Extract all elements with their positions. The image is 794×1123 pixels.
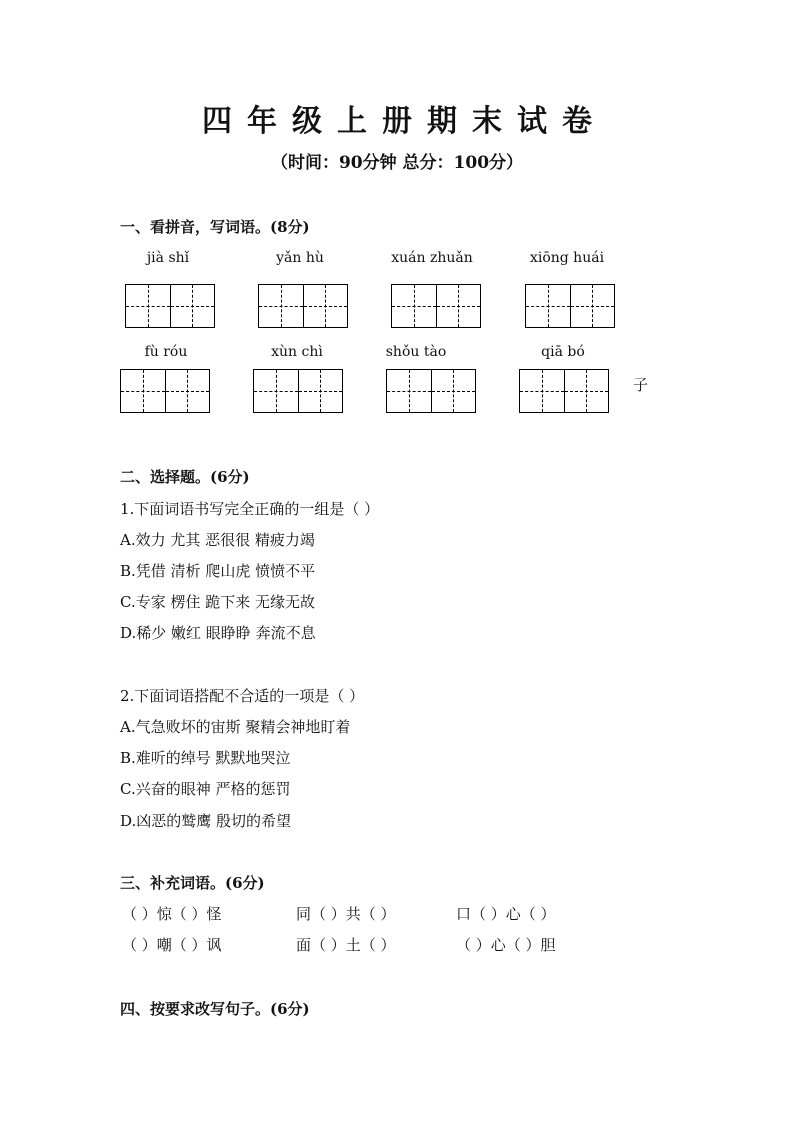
question-2-stem: 2.下面词语搭配不合适的一项是（ ） [120,687,365,705]
pinyin-7: shǒu tào [385,344,447,360]
question-2-option-a: A.气急败坏的宙斯 聚精会神地盯着 [120,718,351,736]
writing-grid-6[interactable] [253,369,343,413]
writing-grid-1[interactable] [125,284,215,328]
pinyin-6: xùn chì [271,344,323,360]
writing-grid-3[interactable] [391,284,481,328]
section3-heading: 三、补充词语。(6分) [120,874,265,892]
section1-heading: 一、看拼音，写词语。(8分) [120,218,310,236]
question-1-stem: 1.下面词语书写完全正确的一组是（ ） [120,500,380,518]
section4-heading: 四、按要求改写句子。(6分) [120,1000,310,1018]
section2-heading: 二、选择题。(6分) [120,468,250,486]
fill-blank-1: （ ）惊（ ）怪 [122,905,222,923]
fill-blank-5: 面（ ）土（ ） [296,936,396,954]
fill-blank-6: （ ）心（ ）胆 [456,936,556,954]
pinyin-4: xiōng huái [529,250,605,266]
fill-blank-2: 同（ ）共（ ） [296,905,396,923]
question-2-option-c: C.兴奋的眼神 严格的惩罚 [120,780,291,798]
grid-8-suffix: 子 [633,376,649,394]
writing-grid-4[interactable] [525,284,615,328]
page-title: 四年级上册期末试卷 [202,104,607,139]
fill-blank-4: （ ）嘲（ ）讽 [122,936,222,954]
question-2-option-b: B.难听的绰号 默默地哭泣 [120,749,291,767]
question-1-option-d: D.稀少 嫩红 眼睁睁 奔流不息 [120,624,316,642]
writing-grid-8[interactable] [519,369,609,413]
writing-grid-2[interactable] [258,284,348,328]
exam-info: （时间：90分钟 总分：100分） [270,153,524,173]
writing-grid-5[interactable] [120,369,210,413]
pinyin-3: xuán zhuǎn [391,250,473,266]
question-2-option-d: D.凶恶的鹫鹰 殷切的希望 [120,812,292,830]
question-1-option-c: C.专家 楞住 跪下来 无缘无故 [120,593,316,611]
question-1-option-a: A.效力 尤其 恶很很 精疲力竭 [120,531,315,549]
pinyin-2: yǎn hù [276,250,324,266]
fill-blank-3: 口（ ）心（ ） [456,905,556,923]
pinyin-1: jià shǐ [146,250,190,266]
pinyin-5: fù róu [144,344,188,360]
pinyin-8: qiā bó [541,344,585,360]
question-1-option-b: B.凭借 清析 爬山虎 愤愤不平 [120,562,316,580]
writing-grid-7[interactable] [386,369,476,413]
